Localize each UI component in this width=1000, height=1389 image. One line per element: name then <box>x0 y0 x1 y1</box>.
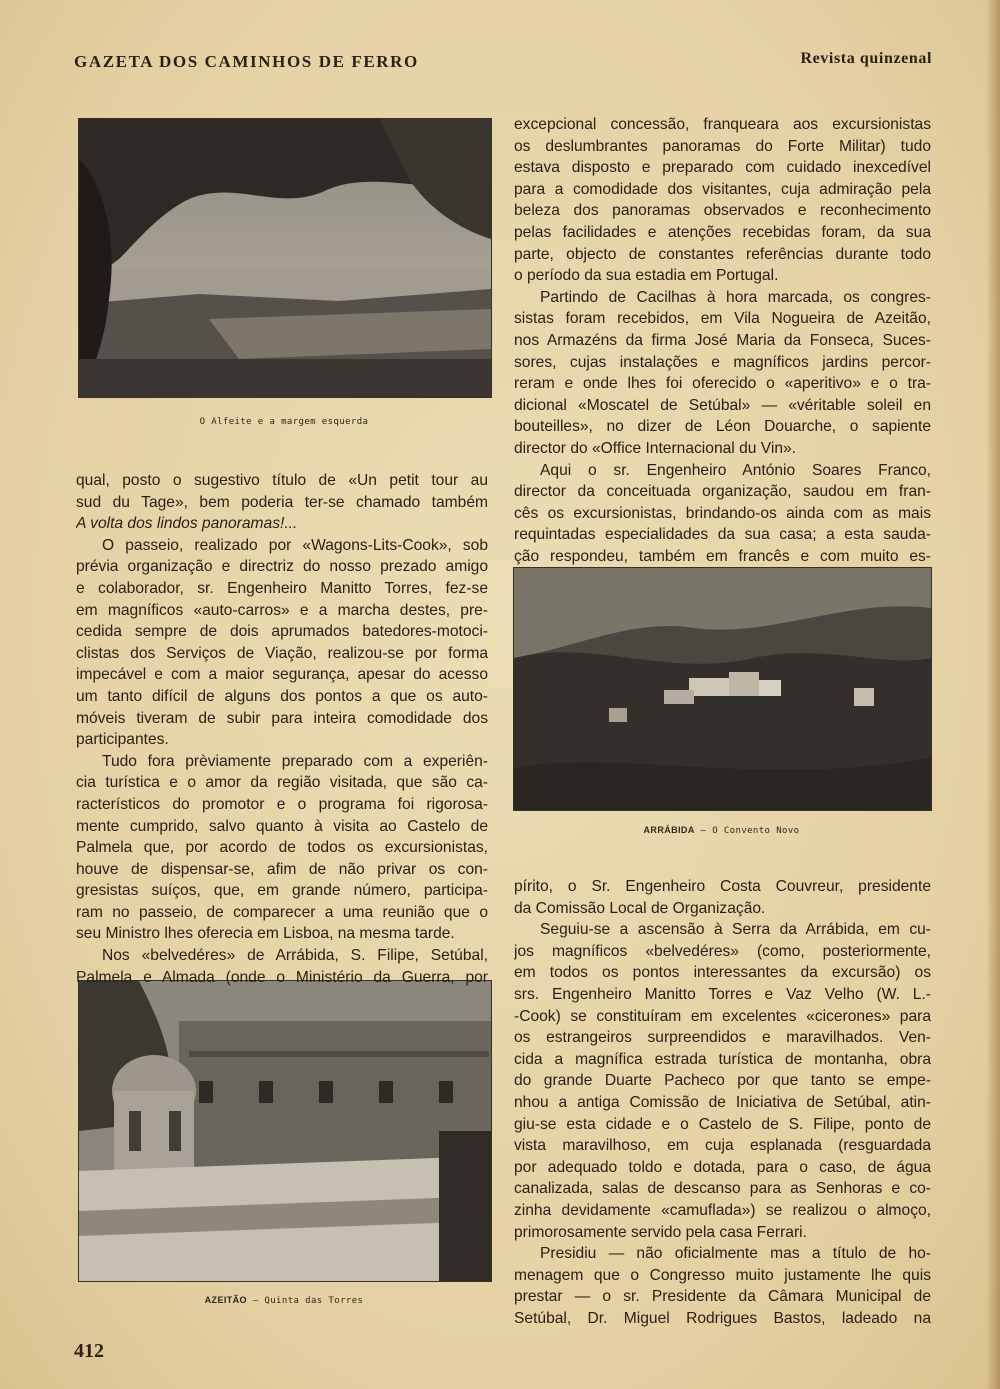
text-line: Nos «belvedéres» de Arrábida, S. Filipe, Setúbal, <box>102 947 488 965</box>
caption-azeitao-place: AZEITÃO <box>204 1295 247 1305</box>
text-line: primorosamente servido pela casa Ferrari. <box>514 1223 807 1241</box>
right-column-text-top <box>514 114 931 567</box>
text-line: parte, objecto de constantes referências durante todo <box>514 245 931 263</box>
text-line: os deslumbrantes panoramas do Forte Militar) tudo <box>514 137 931 155</box>
text-line: nhou a antiga Comissão de Iniciativa de Setúbal, atin- <box>514 1093 931 1111</box>
text-line: director da conceituada organização, saudou em fran- <box>514 483 931 501</box>
text-line: os estrangeiros surpreendidos e maravilhados. Ven- <box>514 1029 931 1047</box>
journal-title: GAZETA DOS CAMINHOS DE FERRO <box>74 52 419 71</box>
text-line: Palmela que, por acordo de todos os excursionistas, <box>76 839 488 857</box>
caption-arrabida <box>513 825 930 836</box>
caption-arrabida-rest: — O Convento Novo <box>694 826 800 836</box>
text-line: O passeio, realizado por «Wagons-Lits-Cook», sob <box>102 536 488 554</box>
text-line: e colaborador, sr. Engenheiro Manitto Torres, fez-se <box>76 579 488 597</box>
text-line: prévia organização e directriz do nosso prezado amigo <box>76 558 488 576</box>
text-line: participantes. <box>76 731 169 749</box>
text-line: canalizada, salas de descanso para as Senhoras e co- <box>514 1180 931 1198</box>
text-line: Presidiu — não oficialmente mas a título de ho- <box>540 1245 931 1263</box>
text-line: ção respondeu, também em francês e com muito es- <box>514 547 931 565</box>
text-line: -Cook) se constituíram em excelentes «cicerones» para <box>514 1007 931 1025</box>
text-line: um tanto difícil de alguns dos pontos a que os auto- <box>76 687 488 705</box>
photo-arrabida <box>513 567 932 811</box>
text-line: móveis tiveram de subir para inteira comodidade dos <box>76 709 488 727</box>
text-line: por adequado toldo e dotada, para o caso, de água <box>514 1158 931 1176</box>
text-line: em todos os pontos interessantes da excursão) os <box>514 964 931 982</box>
text-line: qual, posto o sugestivo título de «Un petit tour au <box>76 472 488 489</box>
text-line: racterísticos do promotor e o programa foi rigorosa- <box>76 795 488 813</box>
text-line: estava disposto e preparado com cuidado inexcedível <box>514 159 931 177</box>
text-line: sores, cujas instalações e magníficos jardins percor- <box>514 353 931 371</box>
text-line: nos Armazéns da firma José Maria da Fonseca, Suces- <box>514 331 931 349</box>
text-line: mente cumprido, salvo quanto à visita ao Castelo de <box>76 817 488 835</box>
journal-subtitle: Revista quinzenal <box>800 50 932 67</box>
text-line: impecável e com a maior segurança, apesar do acesso <box>76 666 488 684</box>
text-line: director do «Office Internacional du Vin». <box>514 439 797 457</box>
text-line: pírito, o Sr. Engenheiro Costa Couvreur, presidente <box>514 878 931 895</box>
text-line: excepcional concessão, franqueara aos excursionistas <box>514 116 931 133</box>
text-line: para a comodidade dos visitantes, cuja admiração pela <box>514 180 931 198</box>
text-line: ram no passeio, de comparecer a uma reunião que o <box>76 903 488 921</box>
text-line: cedida sempre de dois aprumados batedores-motoci- <box>76 623 488 641</box>
text-line: giu-se esta cidade e o Castelo de S. Filipe, ponto de <box>514 1115 931 1133</box>
text-line: em magníficos «auto-carros» e a marcha destes, pre- <box>76 601 488 619</box>
text-line: seu Ministro lhes oferecia em Lisboa, na mesma tarde. <box>76 925 455 943</box>
text-line: clistas dos Serviços de Viação, realizou-se por forma <box>76 644 488 662</box>
caption-alfeite: O Alfeite e a margem esquerda <box>199 417 369 427</box>
text-line: Palmela e Almada (onde o Ministério da Guerra, por <box>76 968 488 986</box>
text-line: Seguiu-se a ascensão à Serra da Arrábida, em cu- <box>540 921 931 939</box>
text-line: Setúbal, Dr. Miguel Rodrigues Bastos, ladeado na <box>514 1309 931 1327</box>
text-line: dicional «Moscatel de Setúbal» — «véritable soleil en <box>514 396 931 414</box>
text-line: beleza dos panoramas observados e reconhecimento <box>514 202 931 220</box>
photo-azeitao <box>78 980 492 1282</box>
text-line: requintadas especialidades da sua casa; a esta sauda- <box>514 526 931 544</box>
page-number: 412 <box>74 1340 104 1362</box>
text-line: sud du Tage», bem poderia ter-se chamado também <box>76 493 488 511</box>
right-column-text-bottom <box>514 876 931 1329</box>
photo-alfeite <box>78 118 492 398</box>
text-line: reram e onde lhes foi oferecido o «aperitivo» e o tra- <box>514 375 931 393</box>
text-line: menagem que o Congresso muito justamente lhe quis <box>514 1266 931 1284</box>
text-line: cida a magnífica estrada turística de montanha, obra <box>514 1050 931 1068</box>
text-line: prestar — o sr. Presidente da Câmara Municipal de <box>514 1288 931 1306</box>
text-line: da Comissão Local de Organização. <box>514 899 766 917</box>
text-line: jos magníficos «belvedéres» (como, posteriormente, <box>514 942 931 960</box>
caption-azeitao-rest: — Quinta das Torres <box>246 1296 364 1306</box>
text-line: do grande Duarte Pacheco por que tanto se empe- <box>514 1072 931 1090</box>
page-edge-shadow <box>986 0 1000 1389</box>
text-line: srs. Engenheiro Manitto Torres e Vaz Velho (W. L.- <box>514 985 931 1003</box>
text-line: gresistas suíços, que, em grande número, participa- <box>76 882 488 900</box>
text-line: vista maravilhoso, em cuja esplanada (resguardada <box>514 1137 931 1155</box>
text-line: cês os excursionistas, brindando-os ainda com as mais <box>514 504 931 522</box>
left-column-text <box>76 470 488 988</box>
caption-arrabida-place: ARRÁBIDA <box>643 825 695 835</box>
text-line: cia turística e o amor da região visitada, que são ca- <box>76 774 488 792</box>
text-line: zinha devidamente «camuflada») se realizou o almoço, <box>514 1201 931 1219</box>
text-line: Tudo fora prèviamente preparado com a experiên- <box>102 752 488 770</box>
caption-azeitao <box>78 1295 490 1306</box>
text-line: houve de dispensar-se, afim de não privar os con- <box>76 860 488 878</box>
text-line: A volta dos lindos panoramas!... <box>76 515 298 533</box>
text-line: sistas foram recebidos, em Vila Nogueira de Azeitão, <box>514 310 931 328</box>
text-line: Partindo de Cacilhas à hora marcada, os congres- <box>540 288 931 306</box>
text-line: Aqui o sr. Engenheiro António Soares Franco, <box>540 461 931 479</box>
text-line: pelas facilidades e atenções recebidas foram, da sua <box>514 223 931 241</box>
text-line: bouteilles», no dizer de Léon Douarche, o sapiente <box>514 418 931 436</box>
text-line: o período da sua estadia em Portugal. <box>514 267 779 285</box>
